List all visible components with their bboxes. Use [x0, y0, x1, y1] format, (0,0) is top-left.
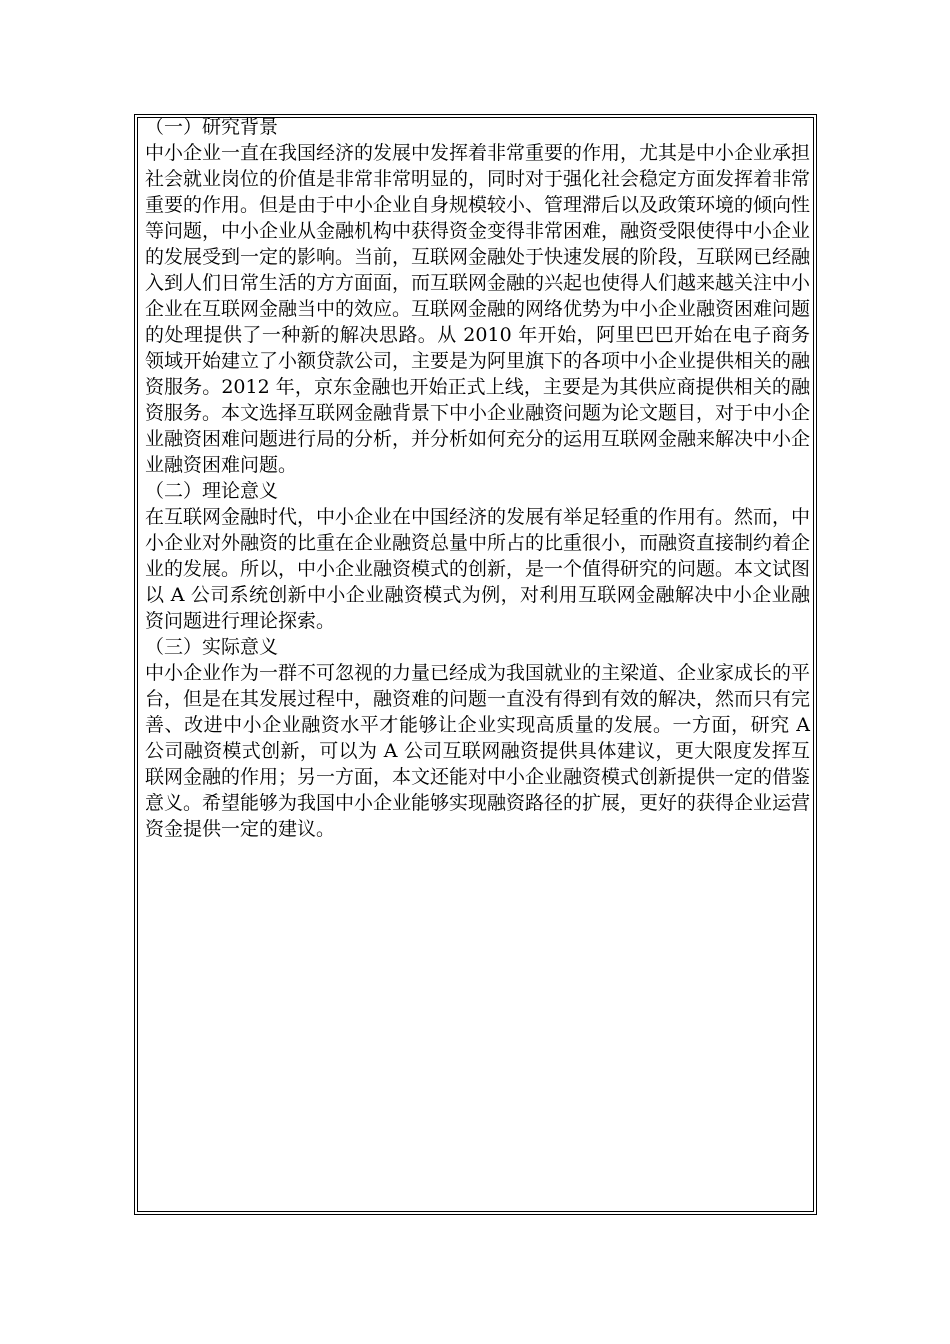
document-body	[145, 114, 810, 842]
section-heading-research-background: （一）研究背景	[145, 116, 279, 138]
section-paragraph-theoretical-significance: 在互联网金融时代，中小企业在中国经济的发展有举足轻重的作用有。然而，中小企业对外融资的比重在企业融资总量中所占的比重很小，而融资直接制约着企业的发展。所以，中小企业融资模式的创新，是一个值得研究的问题。本文试图以 A 公司系统创新中小企业融资模式为例，对利用互联网金融解决中小企业融资问题进行理论探索。	[145, 506, 811, 632]
section-paragraph-research-background: 中小企业一直在我国经济的发展中发挥着非常重要的作用，尤其是中小企业承担社会就业岗位的价值是非常非常明显的，同时对于强化社会稳定方面发挥着非常重要的作用。但是由于中小企业自身规模较小、管理滞后以及政策环境的倾向性等问题，中小企业从金融机构中获得资金变得非常困难，融资受限使得中小企业的发展受到一定的影响。当前，互联网金融处于快速发展的阶段，互联网已经融入到人们日常生活的方方面面，而互联网金融的兴起也使得人们越来越关注中小企业在互联网金融当中的效应。互联网金融的网络优势为中小企业融资困难问题的处理提供了一种新的解决思路。从 2010 年开始，阿里巴巴开始在电子商务领域开始建立了小额贷款公司，主要是为阿里旗下的各项中小企业提供相关的融资服务。2012 年，京东金融也开始正式上线，主要是为其供应商提供相关的融资服务。本文选择互联网金融背景下中小企业融资问题为论文题目，对于中小企业融资困难问题进行局的分析，并分析如何充分的运用互联网金融来解决中小企业融资困难问题。	[145, 142, 811, 476]
section-paragraph-practical-significance: 中小企业作为一群不可忽视的力量已经成为我国就业的主梁道、企业家成长的平台，但是在其发展过程中，融资难的问题一直没有得到有效的解决，然而只有完善、改进中小企业融资水平才能够让企业实现高质量的发展。一方面，研究 A 公司融资模式创新，可以为 A 公司互联网融资提供具体建议，更大限度发挥互联网金融的作用；另一方面，本文还能对中小企业融资模式创新提供一定的借鉴意义。希望能够为我国中小企业能够实现融资路径的扩展，更好的获得企业运营资金提供一定的建议。	[145, 662, 811, 840]
section-heading-theoretical-significance: （二）理论意义	[145, 480, 279, 502]
section-heading-practical-significance: （三）实际意义	[145, 636, 279, 658]
